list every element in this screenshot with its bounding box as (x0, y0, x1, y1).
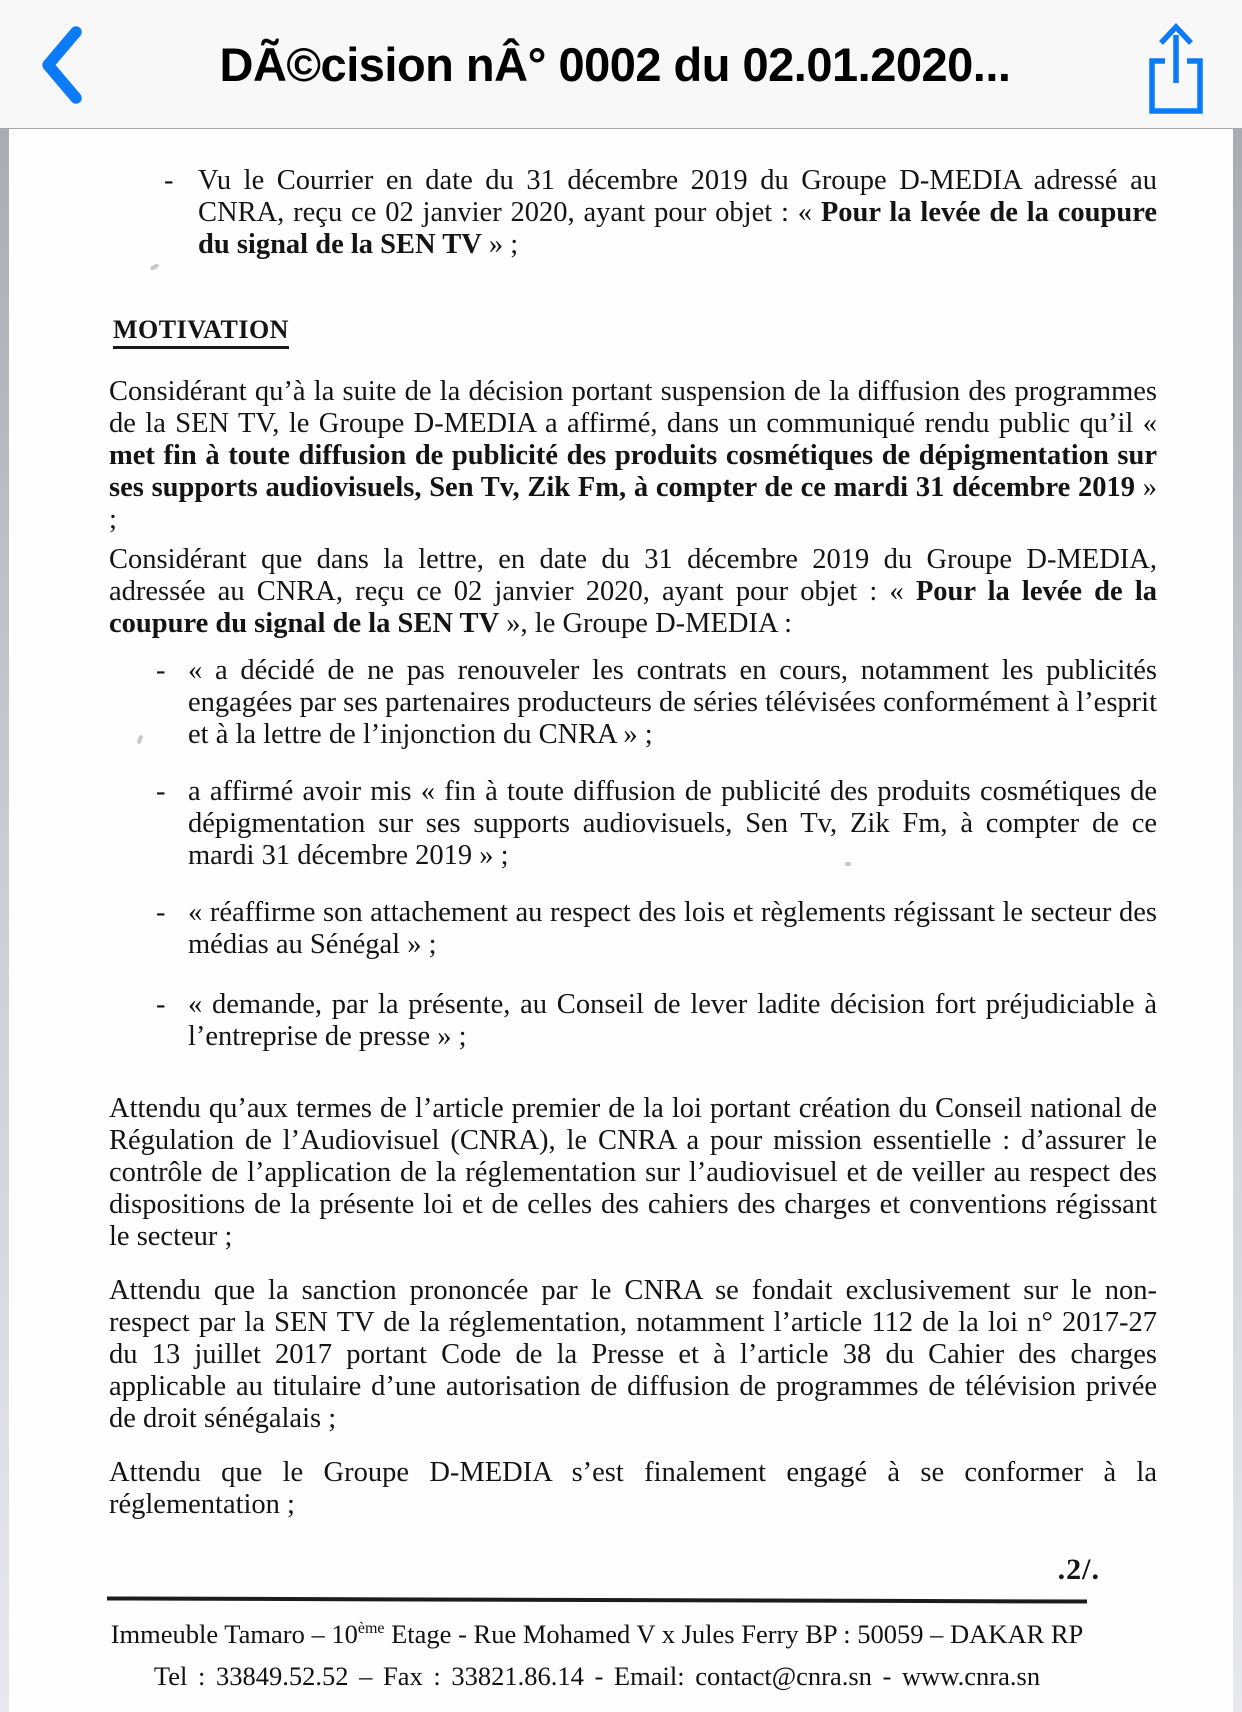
share-icon (1140, 17, 1210, 115)
footer-address-post: Etage - Rue Mohamed V x Jules Ferry BP : 50059 – DAKAR RP (384, 1618, 1084, 1649)
navigation-bar (0, 0, 1242, 129)
paragraph-attendu-2: Attendu que la sanction prononcée par le CNRA se fondait exclusivement sur le non-respect par la SEN TV de la réglementation, notamment l’article 112 de la loi n° 2017-27 du 13 juillet 2017 portant Code de la Presse et à l’article 38 du Cahier des charges applicable au titulaire d’une autorisation de diffusion de programmes de télévision privée de droit sénégalais ; (109, 1275, 1157, 1434)
share-button[interactable] (1132, 14, 1218, 118)
bullet-dash: - (156, 776, 166, 807)
scan-artifact (845, 862, 851, 866)
bullet-dash: - (156, 989, 166, 1020)
vu-post: » ; (481, 229, 519, 260)
motivation-heading: MOTIVATION (113, 315, 289, 349)
sub-bullet-text: « a décidé de ne pas renouveler les contrats en cours, notamment les publicités engagées par ses partenaires producteurs de séries télévisées conformément à l’esprit et à la lettre de l’injonction du CNRA » ; (188, 655, 1157, 750)
document-footer (107, 1598, 1087, 1692)
list-item-vu-courrier (164, 165, 1157, 261)
pdf-viewer[interactable] (0, 129, 1242, 1712)
bullet-dash: - (164, 165, 174, 196)
back-button[interactable] (26, 22, 96, 108)
paragraph-considerant-1 (109, 376, 1157, 536)
sub-bullet-text: « réaffirme son attachement au respect des lois et règlements régissant le secteur des médias au Sénégal » ; (188, 897, 1157, 960)
footer-address (107, 1613, 1087, 1650)
list-item-decide (156, 655, 1157, 751)
bullet-dash: - (156, 897, 166, 928)
paragraph-attendu-1: Attendu qu’aux termes de l’article premier de la loi portant création du Conseil national de Régulation de l’Audiovisuel (CNRA), le CNRA a pour mission essentielle : d’assurer le contrôle de l’application de la réglementation sur l’audiovisuel et de veiller au respect des dispositions de la présente loi et de celles des cahiers des charges et conventions régissant le secteur ; (109, 1093, 1157, 1252)
considerant1-bold: met fin à toute diffusion de publicité des produits cosmétiques de dépigmentation sur ses supports audiovisuels, Sen Tv, Zik Fm, à compter de ce mardi 31 décembre 2019 (109, 440, 1157, 503)
vu-pre: Vu le Courrier en date du 31 décembre 2019 du Groupe D-MEDIA adressé au CNRA, reçu ce 02 janvier 2020, ayant pour objet : « (198, 165, 1157, 228)
vu-bold: Pour la levée de la coupure du signal de la SEN TV (198, 197, 1157, 260)
paragraph-considerant-2 (109, 544, 1157, 640)
sub-bullet-text: a affirmé avoir mis « fin à toute diffusion de publicité des produits cosmétiques de dépigmentation sur ses supports audiovisuels, Sen Tv, Zik Fm, à compter de ce mardi 31 décembre 2019 » ; (188, 776, 1157, 871)
list-item-demande (156, 989, 1157, 1053)
considerant2-bold: Pour la levée de la coupure du signal de la SEN TV (109, 576, 1157, 639)
considerant1-pre: Considérant qu’à la suite de la décision portant suspension de la diffusion des programmes de la SEN TV, le Groupe D-MEDIA a affirmé, dans un communiqué rendu public qu’il « (109, 376, 1157, 439)
page-number: .2/. (1057, 1553, 1100, 1586)
footer-contacts: Tel : 33849.52.52 – Fax : 33821.86.14 - Email: contact@cnra.sn - www.cnra.sn (153, 1660, 1041, 1691)
page-title: DÃ©cision nÂ° 0002 du 02.01.2020... (219, 37, 1011, 91)
considerant1-post: » ; (109, 472, 1157, 535)
footer-divider (107, 1596, 1087, 1603)
sub-bullet-text: « demande, par la présente, au Conseil de lever ladite décision fort préjudiciable à l’entreprise de presse » ; (188, 989, 1157, 1052)
document-page (9, 129, 1233, 1712)
list-item-affirme (156, 776, 1157, 872)
scan-artifact (150, 263, 160, 271)
footer-address-sup: ème (357, 1620, 385, 1637)
vu-courrier-text (198, 165, 1157, 261)
bullet-dash: - (156, 655, 166, 686)
considerant2-pre: Considérant que dans la lettre, en date du 31 décembre 2019 du Groupe D-MEDIA, adressée au CNRA, reçu ce 02 janvier 2020, ayant pour objet : « (109, 544, 1157, 607)
list-item-reaffirme (156, 897, 1157, 961)
paragraph-attendu-3: Attendu que le Groupe D-MEDIA s’est finalement engagé à se conformer à la réglementation ; (109, 1457, 1157, 1520)
considerant2-post: », le Groupe D-MEDIA : (499, 608, 793, 639)
chevron-left-icon (35, 24, 87, 106)
footer-address-pre: Immeuble Tamaro – 10 (110, 1618, 358, 1649)
scan-artifact (137, 735, 144, 745)
